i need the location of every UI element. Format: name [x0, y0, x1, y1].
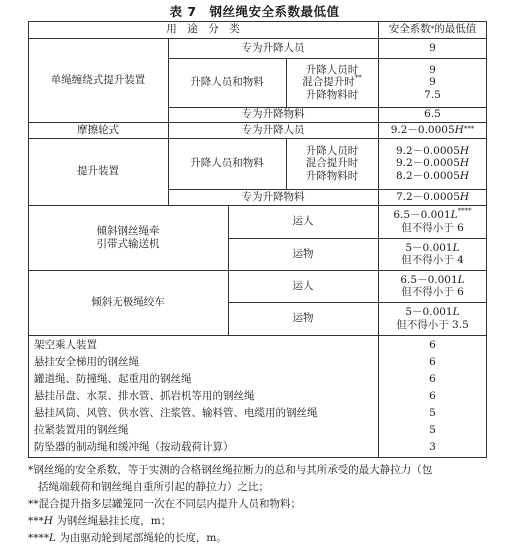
- footnote-1-line-1: *钢丝绳的安全系数，等于实测的合格钢丝绳拉断力的总和与其所承受的最大静拉力（包: [28, 464, 433, 476]
- sub-row-label: 升降人员时: [305, 63, 359, 76]
- table-row-value: 5: [429, 424, 436, 437]
- hoist-material-value: 7.2－0.0005 H: [395, 190, 470, 203]
- table-row-label: 防坠器的制动绳和缓冲绳（按动载荷计算）: [34, 441, 234, 454]
- footnote-2: **混合提升指多层罐笼同一次在不同层内提升人员和物料；: [28, 498, 301, 510]
- friction-personnel-value: 9.2－0.0005 H ***: [390, 123, 475, 136]
- traction-goods-label: 运物: [292, 247, 314, 260]
- table-row-value: 6: [429, 390, 436, 403]
- sub-row-value: 9: [429, 63, 436, 76]
- table-row-label: 罐道绳、防撞绳、起重用的钢丝绳: [34, 373, 192, 386]
- hoist-device-label: 提升装置: [77, 165, 119, 178]
- sub-row-label: 升降物料时: [305, 88, 359, 101]
- header-safety-factor: 安全系数 * 的最低值: [388, 23, 477, 36]
- single-rope-mixed-label: 升降人员和物料: [190, 76, 264, 89]
- sub-row-value: 9.2－0.0005H: [395, 144, 470, 157]
- friction-wheel-label: 摩擦轮式: [77, 123, 119, 136]
- single-rope-personnel-label: 专为升降人员: [241, 41, 305, 54]
- table-row-value: 5: [429, 407, 436, 420]
- table-row-value: 6: [429, 339, 436, 352]
- safety-factor-table: [28, 21, 487, 458]
- sub-row-value: 8.2－0.0005H: [395, 169, 470, 182]
- endless-rope-winch-label: 倾斜无极绳绞车: [91, 296, 165, 309]
- footnote-4: ****L 为由驱动轮到尾部绳轮的长度，m。: [28, 532, 227, 544]
- endless-goods-value: 5－0.001L 但不得小于 3.5: [396, 306, 469, 331]
- table-row-label: 悬挂吊盘、水泵、排水管、抓岩机等用的钢丝绳: [34, 390, 255, 403]
- hoist-mixed-sublabels: [286, 138, 378, 189]
- sub-row-label: 升降物料时: [305, 169, 359, 182]
- endless-people-label: 运人: [292, 279, 314, 292]
- single-rope-material-label: 专为升降物料: [241, 108, 305, 121]
- table-row-label: 拉紧装置用的钢丝绳: [34, 424, 129, 437]
- sub-row-value: 7.5: [424, 88, 441, 101]
- single-rope-hoist-label: 单绳缠绕式提升装置: [50, 73, 146, 86]
- table-number: 表 7: [169, 4, 197, 19]
- table-row-label: 悬挂安全梯用的钢丝绳: [34, 356, 139, 369]
- table-title: [0, 2, 509, 20]
- single-rope-mixed-values: [378, 58, 487, 107]
- table-row-value: 6: [429, 356, 436, 369]
- table-row-label: 悬挂风筒、风管、供水管、注浆管、输料管、电缆用的钢丝绳: [34, 407, 318, 420]
- footnotes: [28, 462, 493, 547]
- single-rope-personnel-value: 9: [429, 41, 436, 54]
- table-row-label: 架空乘人装置: [34, 339, 97, 352]
- friction-personnel-label: 专为升降人员: [241, 123, 305, 136]
- traction-people-value: 6.5－0.001L**** 但不得小于 6: [393, 206, 472, 234]
- endless-goods-label: 运物: [292, 312, 314, 325]
- sub-row-label: 升降人员时: [305, 144, 359, 157]
- hoist-mixed-values: [378, 138, 487, 189]
- footnote-1-line-2: 括绳端载荷和钢丝绳自重所引起的静拉力）之比；: [38, 481, 269, 493]
- footnote-3: ***H 为钢丝绳悬挂长度，m；: [28, 515, 172, 527]
- single-rope-material-value: 6.5: [424, 108, 441, 121]
- traction-goods-value: 5－0.001L 但不得小于 4: [401, 241, 464, 266]
- hoist-material-label: 专为升降物料: [241, 190, 305, 203]
- header-use-category: 用 途 分 类: [166, 23, 240, 36]
- hoist-mixed-label: 升降人员和物料: [190, 157, 264, 170]
- sub-row-label: 混合提升时**: [302, 73, 362, 89]
- sub-row-value: 9: [429, 76, 436, 89]
- sub-row-value: 9.2－0.0005H: [395, 157, 470, 170]
- table-row-value: 6: [429, 373, 436, 386]
- inclined-traction-conveyor-label: 倾斜钢丝绳牵 引带式输送机: [96, 225, 160, 250]
- sub-row-label: 混合提升时: [305, 157, 359, 170]
- table-caption: 钢丝绳安全系数最低值: [209, 4, 340, 19]
- endless-people-value: 6.5－0.001L 但不得小于 6: [400, 273, 465, 298]
- single-rope-mixed-sublabels: [286, 58, 378, 107]
- traction-people-label: 运人: [292, 215, 314, 228]
- table-row-value: 3: [429, 441, 436, 454]
